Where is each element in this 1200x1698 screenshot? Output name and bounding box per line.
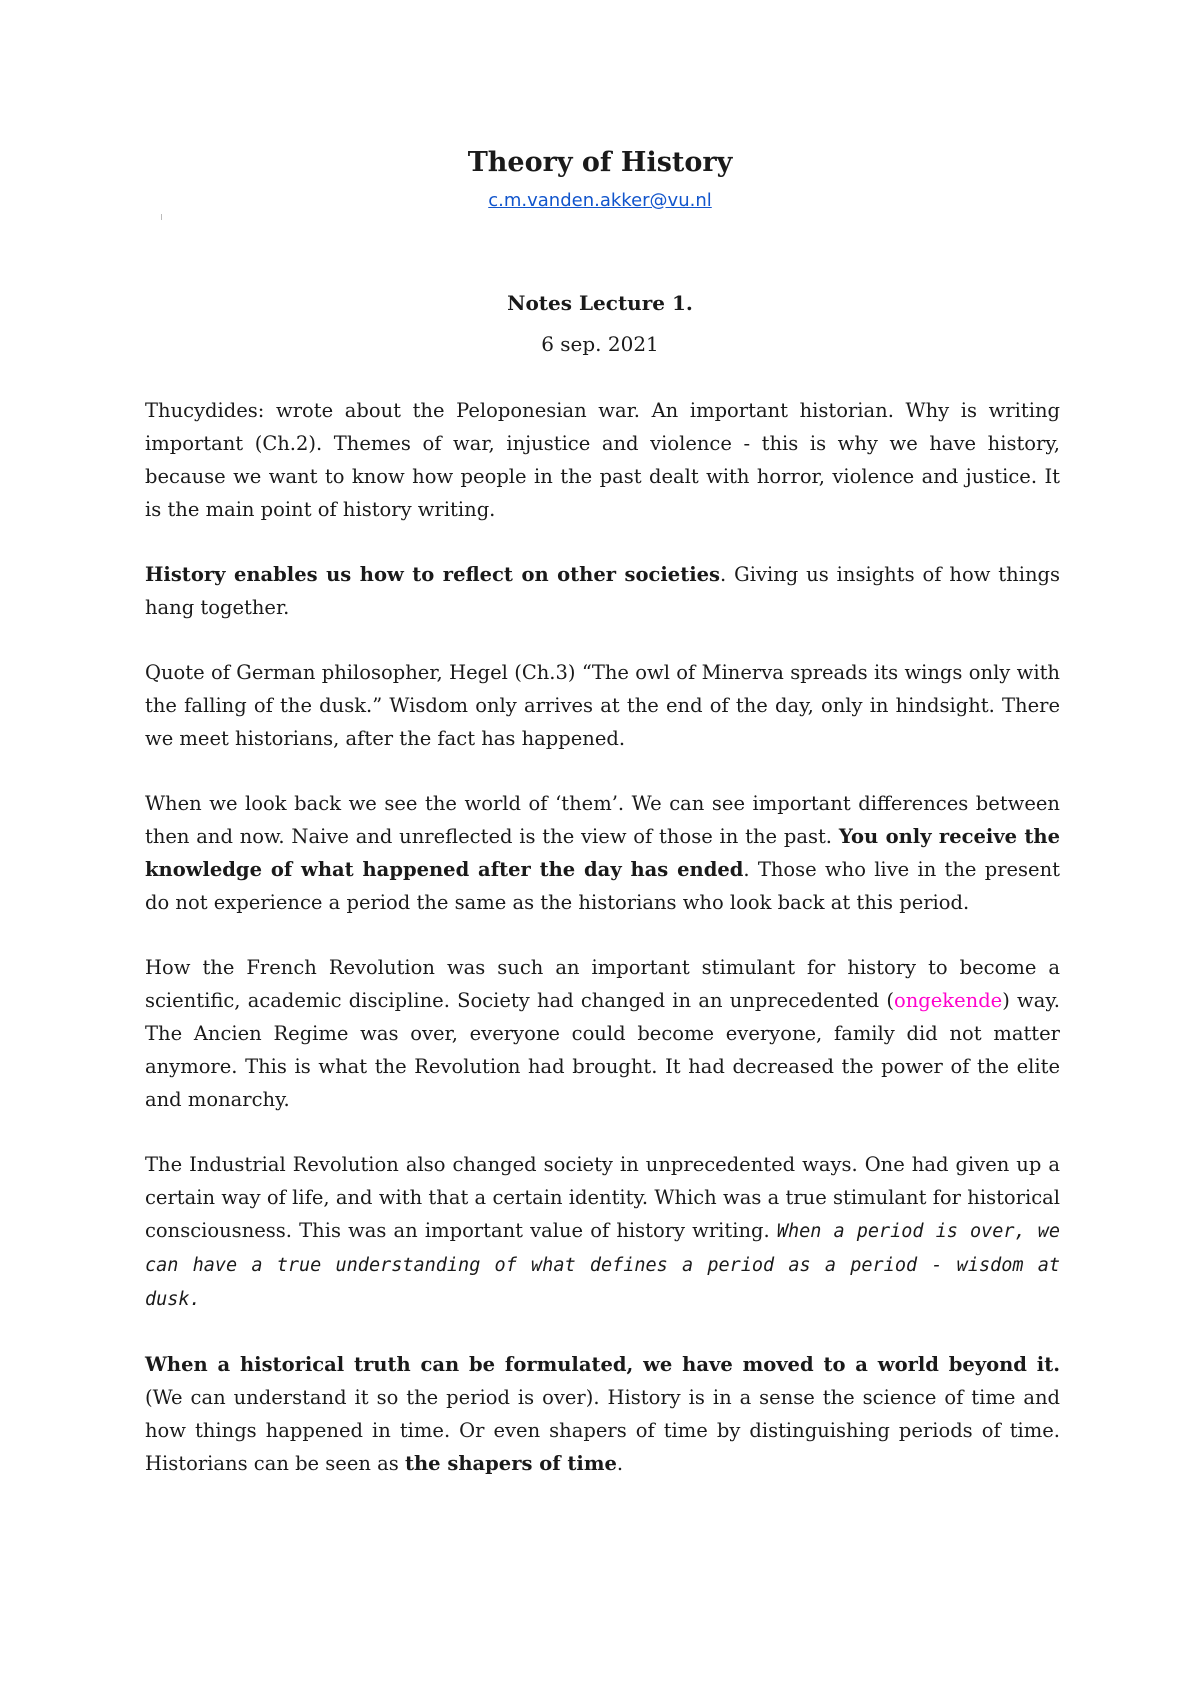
paragraph-text: . xyxy=(616,1452,624,1475)
paragraph-text: . Those who live in the present do not experience a period the same as the historians who look back at this period. xyxy=(145,858,1060,914)
author-email xyxy=(0,189,1200,213)
paragraph-bold-text: When a historical truth can be formulated, we have moved to a world beyond it. xyxy=(145,1353,1060,1376)
paragraph-reflect-societies xyxy=(145,558,1060,624)
paragraph-bold-text: History enables us how to reflect on other societies xyxy=(145,563,721,586)
margin-mark xyxy=(161,214,162,220)
paragraph-text: (We can understand it so the period is over). History is in a sense the science of time and how things happened in time. Or even shapers of time by distinguishing periods of time. Historians can be seen as xyxy=(145,1386,1060,1475)
paragraph-bold-text: You only receive the knowledge of what happened after the day has ended xyxy=(145,825,1060,881)
page-title: Theory of History xyxy=(467,147,733,178)
translation-highlight: ongekende xyxy=(893,989,1003,1012)
paragraph-industrial-revolution xyxy=(145,1148,1060,1316)
lecture-heading: Notes Lecture 1. xyxy=(507,291,693,315)
paragraph-text: ) way. The Ancien Regime was over, everyone could become everyone, family did not matter anymore. This is what the Revolution had brought. It had decreased the power of the elite and monarchy. xyxy=(145,989,1060,1111)
paragraph-text: . Giving us insights of how things hang together. xyxy=(145,563,1060,619)
emphasis-text: When a period is over, we can have a true understanding of what defines a period as a period - wisdom at dusk. xyxy=(145,1221,1060,1310)
notes-body xyxy=(145,394,1060,1512)
paragraph-thucydides: Thucydides: wrote about the Peloponesian war. An important historian. Why is writing important (Ch.2). Themes of war, injustice and violence - this is why we have history, because we want to know how people in the past dealt with horror, violence and justice. It is the main point of history writing. xyxy=(145,399,1060,521)
paragraph-historical-truth xyxy=(145,1348,1060,1480)
paragraph-text: The Industrial Revolution also changed society in unprecedented ways. One had given up a certain way of life, and with that a certain identity. Which was a true stimulant for historical consciousness. This was an important value of history writing. xyxy=(145,1153,1060,1242)
paragraph-looking-back xyxy=(145,787,1060,919)
email-link[interactable]: c.m.vanden.akker@vu.nl xyxy=(488,190,712,211)
paragraph-hegel-quote: Quote of German philosopher, Hegel (Ch.3) “The owl of Minerva spreads its wings only with the falling of the dusk.” Wisdom only arrives at the end of the day, only in hindsight. There we meet historians, after the fact has happened. xyxy=(145,661,1060,750)
lecture-date: 6 sep. 2021 xyxy=(541,332,659,356)
paragraph-text: When we look back we see the world of ‘them’. We can see important differences between then and now. Naive and unreflected is the view of those in the past. xyxy=(145,792,1060,848)
paragraph-bold-text: the shapers of time xyxy=(404,1452,617,1475)
paragraph-french-revolution xyxy=(145,951,1060,1116)
paragraph-text: How the French Revolution was such an important stimulant for history to become a scientific, academic discipline. Society had changed in an unprecedented ( xyxy=(145,956,1060,1012)
